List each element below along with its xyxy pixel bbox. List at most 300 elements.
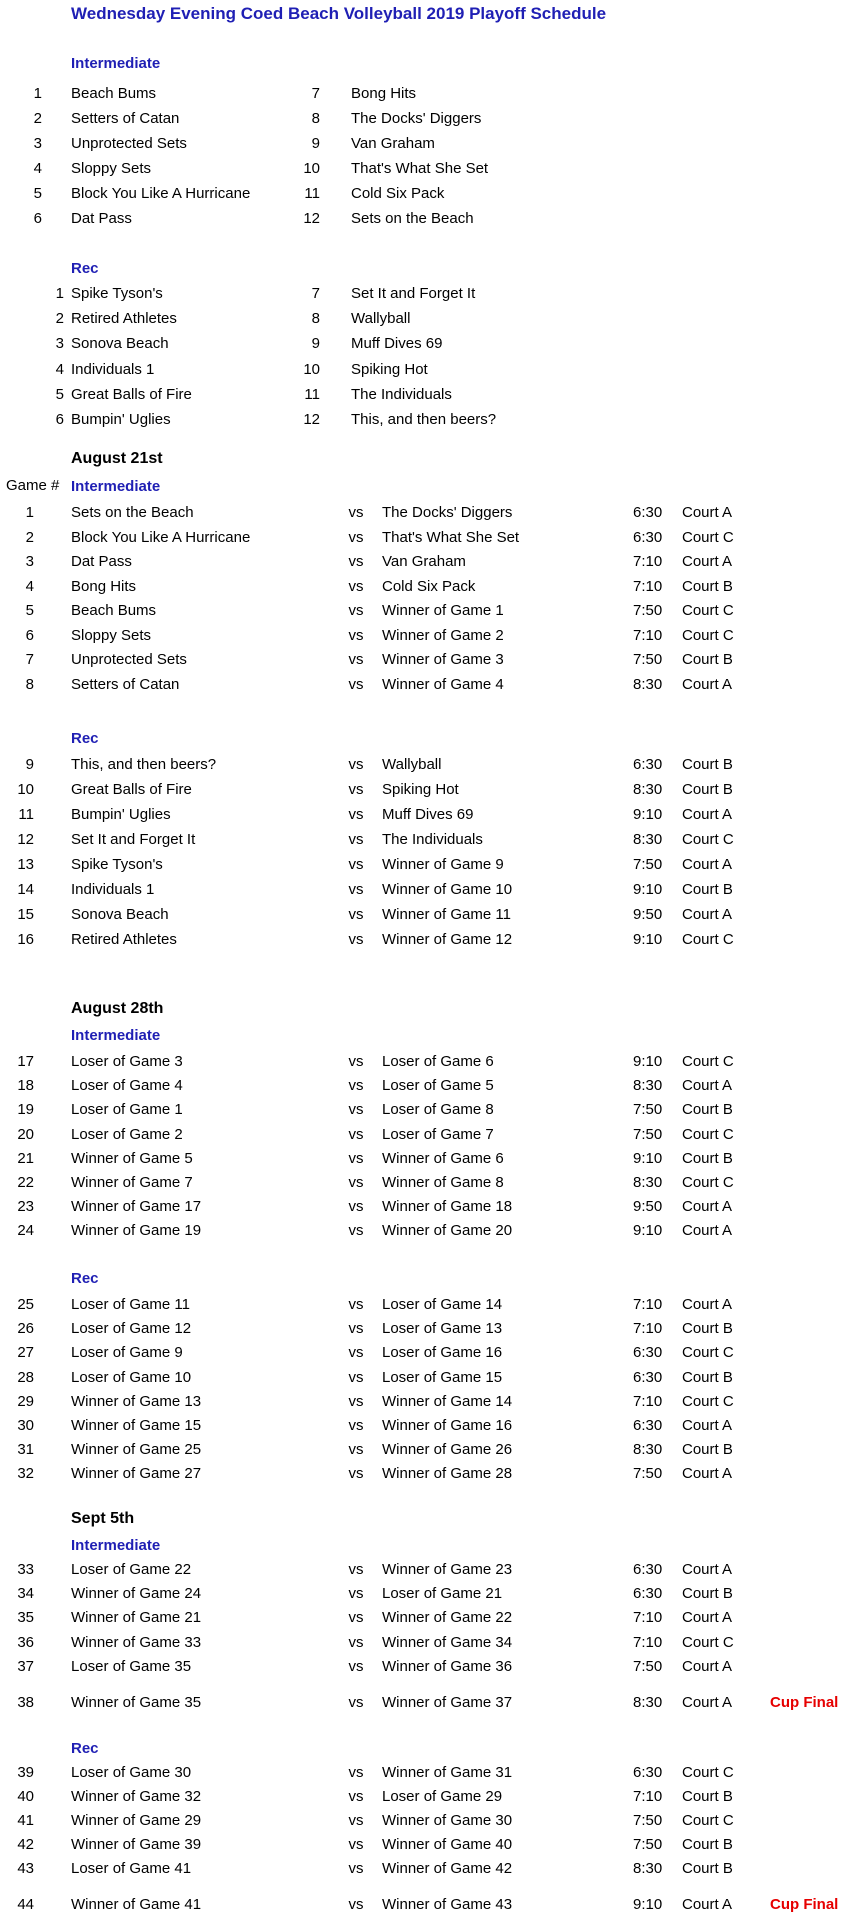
- vs-label: vs: [348, 906, 364, 923]
- game-number: 34: [17, 1585, 34, 1603]
- game-number: 39: [17, 1764, 34, 1781]
- home-team: Winner of Game 27: [71, 1465, 202, 1483]
- seed-team: Sloppy Sets: [71, 160, 152, 177]
- home-team: Loser of Game 4: [71, 1077, 183, 1095]
- vs-label: vs: [348, 528, 364, 546]
- division-label: Rec: [71, 1740, 99, 1757]
- seed-team: Spiking Hot: [351, 360, 428, 378]
- game-court: Court A: [682, 1693, 733, 1711]
- vs-label: vs: [348, 504, 364, 521]
- game-court: Court B: [682, 1836, 733, 1853]
- game-court: Court A: [682, 1609, 733, 1627]
- game-court: Court C: [682, 602, 734, 619]
- home-team: Spike Tyson's: [71, 856, 163, 873]
- vs-label: vs: [348, 602, 364, 619]
- game-time: 8:30: [633, 1693, 663, 1711]
- game-time: 9:10: [633, 1053, 663, 1070]
- game-number: 25: [17, 1296, 34, 1313]
- vs-label: vs: [348, 1657, 364, 1675]
- away-team: Loser of Game 29: [382, 1788, 503, 1805]
- game-number: 42: [17, 1836, 34, 1853]
- seed-team: Cold Six Pack: [351, 185, 445, 202]
- game-number: 28: [17, 1368, 34, 1386]
- game-time: 9:10: [633, 931, 663, 948]
- away-team: Winner of Game 2: [382, 626, 504, 644]
- game-number: 44: [17, 1896, 34, 1913]
- game-court: Court C: [682, 1633, 734, 1651]
- away-team: Winner of Game 11: [382, 906, 511, 923]
- home-team: Loser of Game 35: [71, 1657, 192, 1675]
- game-time: 6:30: [633, 756, 663, 773]
- game-time: 9:10: [633, 1222, 663, 1240]
- home-team: Winner of Game 7: [71, 1174, 193, 1191]
- seed-number: 12: [303, 411, 320, 428]
- away-team: Winner of Game 34: [382, 1633, 513, 1651]
- game-time: 7:50: [633, 1125, 663, 1143]
- game-number: 19: [17, 1101, 34, 1119]
- away-team: Muff Dives 69: [382, 806, 474, 823]
- game-time: 7:50: [633, 1657, 663, 1675]
- vs-label: vs: [348, 1077, 364, 1095]
- game-number: 37: [17, 1657, 34, 1675]
- game-time: 8:30: [633, 1077, 663, 1095]
- vs-label: vs: [348, 1633, 364, 1651]
- game-number: 16: [17, 931, 34, 948]
- away-team: Winner of Game 1: [382, 602, 504, 619]
- game-number: 14: [17, 881, 34, 898]
- game-time: 9:50: [633, 906, 663, 923]
- seed-number: 2: [55, 310, 64, 328]
- seed-team: Set It and Forget It: [351, 285, 476, 302]
- game-time: 7:50: [633, 1812, 663, 1829]
- away-team: Winner of Game 26: [382, 1441, 513, 1459]
- division-label: Rec: [71, 730, 99, 747]
- game-number: 36: [17, 1633, 34, 1651]
- away-team: Winner of Game 4: [382, 675, 504, 693]
- game-court: Court A: [682, 504, 733, 521]
- seed-team: Individuals 1: [71, 360, 155, 378]
- game-number: 22: [17, 1174, 34, 1191]
- game-court: Court C: [682, 1392, 734, 1410]
- game-number: 23: [17, 1198, 34, 1216]
- vs-label: vs: [348, 1609, 364, 1627]
- game-court: Court A: [682, 1077, 733, 1095]
- home-team: Loser of Game 11: [71, 1296, 190, 1313]
- game-number: 32: [17, 1465, 34, 1483]
- vs-label: vs: [348, 1788, 364, 1805]
- vs-label: vs: [348, 1585, 364, 1603]
- home-team: Loser of Game 22: [71, 1561, 192, 1578]
- seed-team: Beach Bums: [71, 85, 157, 102]
- home-team: Winner of Game 32: [71, 1788, 202, 1805]
- game-time: 7:10: [633, 1633, 663, 1651]
- away-team: Winner of Game 40: [382, 1836, 513, 1853]
- away-team: Winner of Game 20: [382, 1222, 513, 1240]
- game-court: Court C: [682, 1812, 734, 1829]
- home-team: Sloppy Sets: [71, 626, 152, 644]
- vs-label: vs: [348, 1344, 364, 1362]
- game-court: Court B: [682, 577, 733, 595]
- game-court: Court A: [682, 806, 733, 823]
- seed-team: Setters of Catan: [71, 110, 180, 127]
- seed-team: Sonova Beach: [71, 335, 169, 353]
- game-number: 27: [17, 1344, 34, 1362]
- vs-label: vs: [348, 1896, 364, 1913]
- away-team: Winner of Game 10: [382, 881, 513, 898]
- away-team: Winner of Game 9: [382, 856, 504, 873]
- game-court: Court A: [682, 906, 733, 923]
- away-team: Winner of Game 43: [382, 1896, 513, 1913]
- seed-team: Van Graham: [351, 135, 435, 152]
- game-number: 17: [17, 1053, 34, 1070]
- home-team: Set It and Forget It: [71, 831, 196, 848]
- game-court: Court B: [682, 1788, 733, 1805]
- vs-label: vs: [348, 831, 364, 848]
- home-team: Winner of Game 41: [71, 1896, 202, 1913]
- seed-team: Block You Like A Hurricane: [71, 185, 251, 202]
- away-team: Winner of Game 37: [382, 1693, 513, 1711]
- game-court: Court B: [682, 881, 733, 898]
- home-team: Sets on the Beach: [71, 504, 194, 521]
- game-time: 7:50: [633, 1836, 663, 1853]
- away-team: Winner of Game 8: [382, 1174, 504, 1191]
- seed-number: 8: [311, 310, 320, 328]
- seed-number: 9: [311, 135, 320, 152]
- home-team: Winner of Game 25: [71, 1441, 202, 1459]
- vs-label: vs: [348, 1222, 364, 1240]
- game-time: 7:10: [633, 1788, 663, 1805]
- vs-label: vs: [348, 931, 364, 948]
- game-time: 8:30: [633, 831, 663, 848]
- game-time: 8:30: [633, 781, 663, 798]
- away-team: Spiking Hot: [382, 781, 459, 798]
- game-time: 9:10: [633, 806, 663, 823]
- game-court: Court A: [682, 1222, 733, 1240]
- away-team: Loser of Game 7: [382, 1125, 494, 1143]
- game-time: 6:30: [633, 1344, 663, 1362]
- game-number: 26: [17, 1320, 34, 1338]
- game-time: 6:30: [633, 1585, 663, 1603]
- seed-team: Retired Athletes: [71, 310, 177, 328]
- week-date-heading: August 21st: [71, 450, 163, 467]
- game-court: Court B: [682, 1368, 733, 1386]
- away-team: Loser of Game 13: [382, 1320, 503, 1338]
- game-court: Court A: [682, 1465, 733, 1483]
- game-time: 8:30: [633, 1441, 663, 1459]
- division-label: Intermediate: [71, 1027, 161, 1044]
- game-time: 9:10: [633, 881, 663, 898]
- game-court: Court B: [682, 1101, 733, 1119]
- seeding-division-label: Rec: [71, 260, 99, 277]
- seed-team: Bong Hits: [351, 85, 417, 102]
- home-team: Sonova Beach: [71, 906, 169, 923]
- away-team: Winner of Game 12: [382, 931, 513, 948]
- game-court: Court C: [682, 1125, 734, 1143]
- game-court: Court A: [682, 1657, 733, 1675]
- game-time: 8:30: [633, 1174, 663, 1191]
- game-court: Court B: [682, 781, 733, 798]
- game-number: 43: [17, 1860, 34, 1877]
- game-time: 6:30: [633, 528, 663, 546]
- vs-label: vs: [348, 1392, 364, 1410]
- vs-label: vs: [348, 626, 364, 644]
- home-team: This, and then beers?: [71, 756, 217, 773]
- seed-number: 4: [55, 360, 64, 378]
- game-number: 6: [25, 626, 34, 644]
- vs-label: vs: [348, 1368, 364, 1386]
- game-time: 6:30: [633, 1368, 663, 1386]
- seed-number: 7: [311, 285, 320, 302]
- vs-label: vs: [348, 1149, 364, 1167]
- home-team: Loser of Game 30: [71, 1764, 192, 1781]
- game-number: 21: [17, 1149, 34, 1167]
- game-number: 11: [18, 806, 34, 823]
- home-team: Setters of Catan: [71, 675, 180, 693]
- seed-team: Sets on the Beach: [351, 210, 474, 227]
- game-court: Court B: [682, 1585, 733, 1603]
- seed-team: Wallyball: [351, 310, 411, 328]
- game-number: 41: [17, 1812, 34, 1829]
- seed-number: 2: [33, 110, 42, 127]
- game-court: Court C: [682, 1764, 734, 1781]
- game-number: 9: [25, 756, 34, 773]
- game-number: 40: [17, 1788, 34, 1805]
- game-number: 35: [17, 1609, 34, 1627]
- vs-label: vs: [348, 806, 364, 823]
- seed-number: 4: [33, 160, 42, 177]
- vs-label: vs: [348, 553, 364, 570]
- home-team: Winner of Game 39: [71, 1836, 202, 1853]
- game-time: 6:30: [633, 504, 663, 521]
- away-team: Loser of Game 5: [382, 1077, 494, 1095]
- seed-team: Bumpin' Uglies: [71, 411, 171, 428]
- home-team: Bong Hits: [71, 577, 137, 595]
- game-time: 7:10: [633, 1320, 663, 1338]
- week-date-heading: August 28th: [71, 1000, 164, 1017]
- seed-team: This, and then beers?: [351, 411, 497, 428]
- game-court: Court A: [682, 1296, 733, 1313]
- game-court: Court C: [682, 831, 734, 848]
- away-team: Van Graham: [382, 553, 466, 570]
- game-number: 7: [25, 651, 34, 668]
- away-team: Winner of Game 3: [382, 651, 504, 668]
- game-court: Court B: [682, 1149, 733, 1167]
- home-team: Great Balls of Fire: [71, 781, 192, 798]
- game-court: Court A: [682, 1896, 733, 1913]
- seed-number: 8: [311, 110, 320, 127]
- game-number: 33: [17, 1561, 34, 1578]
- game-number: 29: [17, 1392, 34, 1410]
- game-number: 4: [25, 577, 34, 595]
- game-time: 6:30: [633, 1764, 663, 1781]
- seed-team: Spike Tyson's: [71, 285, 163, 302]
- seed-number: 10: [303, 360, 320, 378]
- game-time: 7:10: [633, 1609, 663, 1627]
- game-number: 3: [25, 553, 34, 570]
- game-number-header: Game #: [6, 477, 60, 494]
- game-number: 30: [17, 1417, 34, 1434]
- vs-label: vs: [348, 1561, 364, 1578]
- game-number: 10: [17, 781, 34, 798]
- game-court: Court C: [682, 1174, 734, 1191]
- seeding-division-label: Intermediate: [71, 55, 161, 72]
- game-court: Court C: [682, 931, 734, 948]
- vs-label: vs: [348, 1693, 364, 1711]
- away-team: Winner of Game 31: [382, 1764, 513, 1781]
- game-number: 5: [25, 602, 34, 619]
- vs-label: vs: [348, 1174, 364, 1191]
- game-court: Court A: [682, 1198, 733, 1216]
- home-team: Loser of Game 9: [71, 1344, 183, 1362]
- seed-number: 6: [55, 411, 64, 428]
- home-team: Beach Bums: [71, 602, 157, 619]
- week-date-heading: Sept 5th: [71, 1510, 135, 1527]
- vs-label: vs: [348, 1320, 364, 1338]
- game-court: Court C: [682, 528, 734, 546]
- game-court: Court B: [682, 1860, 733, 1877]
- home-team: Block You Like A Hurricane: [71, 528, 251, 546]
- game-time: 9:50: [633, 1198, 663, 1216]
- game-time: 7:50: [633, 602, 663, 619]
- away-team: Winner of Game 30: [382, 1812, 513, 1829]
- vs-label: vs: [348, 881, 364, 898]
- home-team: Retired Athletes: [71, 931, 177, 948]
- away-team: Loser of Game 16: [382, 1344, 503, 1362]
- vs-label: vs: [348, 756, 364, 773]
- seed-number: 9: [311, 335, 320, 353]
- away-team: Loser of Game 6: [382, 1053, 494, 1070]
- away-team: Winner of Game 16: [382, 1417, 513, 1434]
- away-team: Loser of Game 21: [382, 1585, 503, 1603]
- game-time: 7:50: [633, 1465, 663, 1483]
- home-team: Winner of Game 13: [71, 1392, 202, 1410]
- seed-team: Unprotected Sets: [71, 135, 187, 152]
- game-time: 9:10: [633, 1896, 663, 1913]
- home-team: Loser of Game 41: [71, 1860, 192, 1877]
- home-team: Loser of Game 2: [71, 1125, 183, 1143]
- game-number: 1: [25, 504, 34, 521]
- game-number: 31: [17, 1441, 34, 1459]
- away-team: Wallyball: [382, 756, 442, 773]
- game-time: 8:30: [633, 675, 663, 693]
- seed-team: Great Balls of Fire: [71, 385, 192, 403]
- home-team: Winner of Game 5: [71, 1149, 193, 1167]
- home-team: Winner of Game 19: [71, 1222, 202, 1240]
- division-label: Intermediate: [71, 1537, 161, 1554]
- page-title: Wednesday Evening Coed Beach Volleyball 2019 Playoff Schedule: [71, 4, 607, 23]
- seed-number: 1: [55, 285, 64, 302]
- vs-label: vs: [348, 675, 364, 693]
- vs-label: vs: [348, 1101, 364, 1119]
- away-team: Winner of Game 36: [382, 1657, 513, 1675]
- seed-number: 10: [303, 160, 320, 177]
- game-number: 8: [25, 675, 34, 693]
- game-number: 38: [17, 1693, 34, 1711]
- home-team: Winner of Game 24: [71, 1585, 202, 1603]
- away-team: Winner of Game 18: [382, 1198, 513, 1216]
- vs-label: vs: [348, 1053, 364, 1070]
- away-team: Loser of Game 14: [382, 1296, 503, 1313]
- seed-team: Dat Pass: [71, 210, 132, 227]
- game-court: Court C: [682, 1053, 734, 1070]
- home-team: Individuals 1: [71, 881, 155, 898]
- home-team: Winner of Game 17: [71, 1198, 202, 1216]
- seed-number: 11: [304, 185, 320, 202]
- game-number: 18: [17, 1077, 34, 1095]
- away-team: Loser of Game 8: [382, 1101, 494, 1119]
- home-team: Dat Pass: [71, 553, 132, 570]
- seed-number: 1: [33, 85, 42, 102]
- seed-number: 3: [33, 135, 42, 152]
- home-team: Loser of Game 3: [71, 1053, 183, 1070]
- home-team: Winner of Game 33: [71, 1633, 202, 1651]
- game-time: 7:10: [633, 577, 663, 595]
- vs-label: vs: [348, 1296, 364, 1313]
- home-team: Winner of Game 35: [71, 1693, 202, 1711]
- game-court: Court B: [682, 1441, 733, 1459]
- vs-label: vs: [348, 1812, 364, 1829]
- seed-number: 11: [304, 385, 320, 403]
- game-number: 20: [17, 1125, 34, 1143]
- seed-team: Muff Dives 69: [351, 335, 443, 353]
- home-team: Loser of Game 1: [71, 1101, 183, 1119]
- game-court: Court B: [682, 1320, 733, 1338]
- game-time: 6:30: [633, 1417, 663, 1434]
- game-number: 24: [17, 1222, 34, 1240]
- game-court: Court A: [682, 553, 733, 570]
- vs-label: vs: [348, 1465, 364, 1483]
- away-team: The Individuals: [382, 831, 483, 848]
- home-team: Winner of Game 15: [71, 1417, 202, 1434]
- game-court: Court B: [682, 651, 733, 668]
- vs-label: vs: [348, 651, 364, 668]
- home-team: Unprotected Sets: [71, 651, 187, 668]
- away-team: Winner of Game 28: [382, 1465, 513, 1483]
- vs-label: vs: [348, 1764, 364, 1781]
- vs-label: vs: [348, 1860, 364, 1877]
- game-court: Court B: [682, 756, 733, 773]
- vs-label: vs: [348, 781, 364, 798]
- game-time: 7:10: [633, 1392, 663, 1410]
- seed-number: 3: [55, 335, 64, 353]
- game-time: 7:10: [633, 626, 663, 644]
- cup-final-label: Cup Final: [770, 1693, 839, 1711]
- vs-label: vs: [348, 1417, 364, 1434]
- away-team: The Docks' Diggers: [382, 504, 513, 521]
- vs-label: vs: [348, 1836, 364, 1853]
- game-court: Court C: [682, 1344, 734, 1362]
- seed-team: The Docks' Diggers: [351, 110, 482, 127]
- vs-label: vs: [348, 1125, 364, 1143]
- seed-number: 7: [311, 85, 320, 102]
- vs-label: vs: [348, 1441, 364, 1459]
- game-number: 12: [17, 831, 34, 848]
- game-time: 8:30: [633, 1860, 663, 1877]
- division-label: Intermediate: [71, 478, 161, 495]
- game-court: Court A: [682, 1561, 733, 1578]
- away-team: Winner of Game 23: [382, 1561, 513, 1578]
- away-team: Cold Six Pack: [382, 577, 476, 595]
- game-number: 15: [17, 906, 34, 923]
- home-team: Bumpin' Uglies: [71, 806, 171, 823]
- game-court: Court C: [682, 626, 734, 644]
- away-team: Winner of Game 6: [382, 1149, 504, 1167]
- vs-label: vs: [348, 577, 364, 595]
- division-label: Rec: [71, 1270, 99, 1287]
- vs-label: vs: [348, 1198, 364, 1216]
- game-court: Court A: [682, 856, 733, 873]
- game-time: 7:10: [633, 1296, 663, 1313]
